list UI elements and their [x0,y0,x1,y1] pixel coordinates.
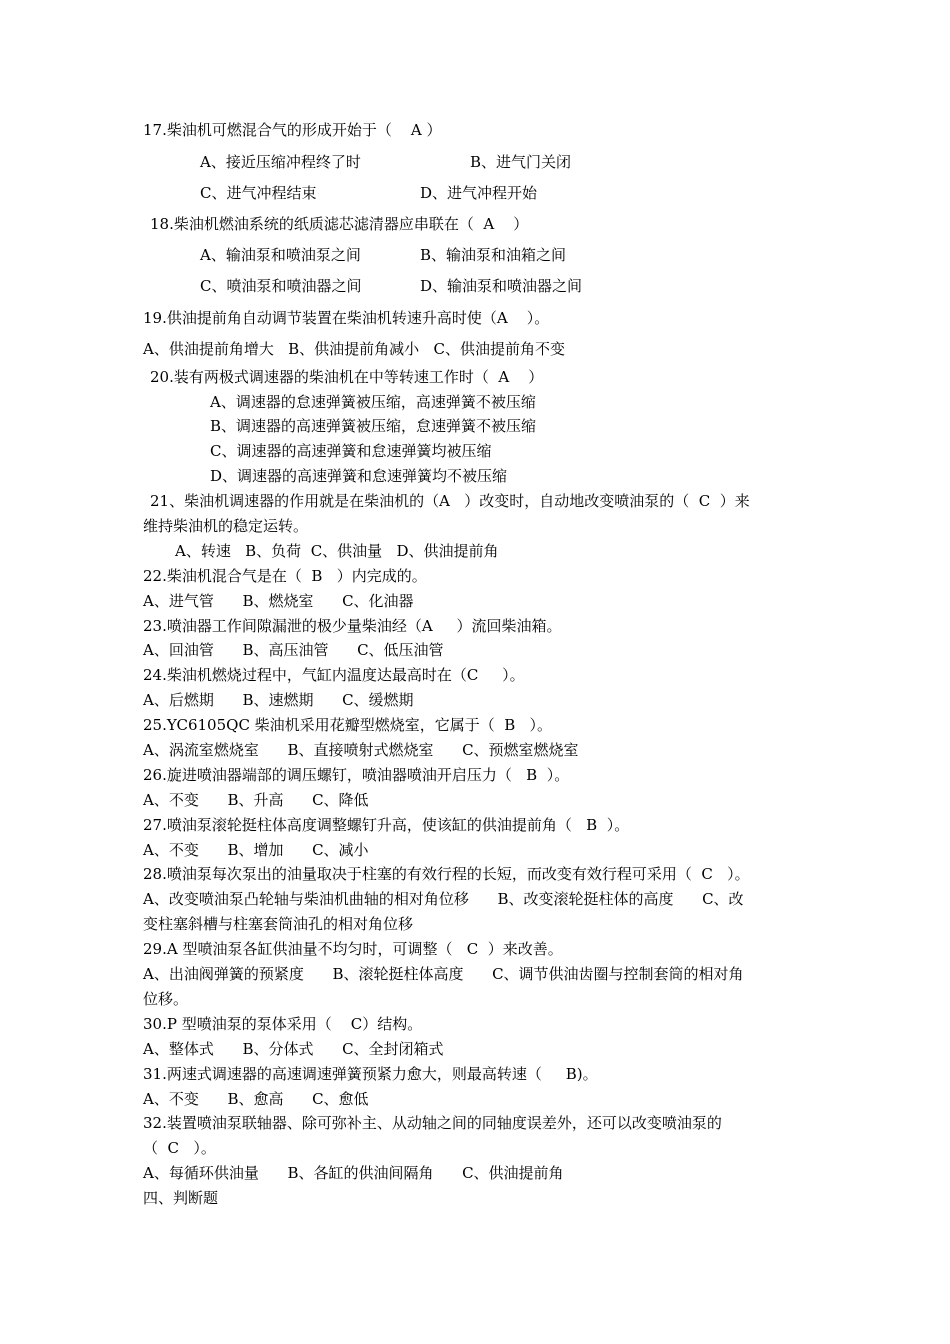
question-18-option-b: B、输油泵和油箱之间 [420,246,567,264]
question-26-stem: 26.旋进喷油器端部的调压螺钉，喷油器喷油开启压力（ B ）。 [143,766,570,784]
question-30-options: A、整体式 B、分体式 C、全封闭箱式 [143,1040,444,1058]
question-21-stem-line-1: 21、柴油机调速器的作用就是在柴油机的（A ）改变时，自动地改变喷油泵的（ C ）来 [150,492,750,510]
question-17-option-d: D、进气冲程开始 [420,184,538,202]
question-27-options: A、不变 B、增加 C、减小 [143,841,369,859]
question-21-stem-line-2: 维持柴油机的稳定运转。 [143,517,309,535]
question-23-options: A、回油管 B、高压油管 C、低压油管 [143,641,444,659]
question-17-option-c: C、进气冲程结束 [200,184,317,202]
question-20-stem: 20.装有两极式调速器的柴油机在中等转速工作时（ A ） [150,368,544,386]
question-27-stem: 27.喷油泵滚轮挺柱体高度调整螺钉升高，使该缸的供油提前角（ B ）。 [143,816,630,834]
question-26-options: A、不变 B、升高 C、降低 [143,791,369,809]
question-25-stem: 25.YC6105QC 柴油机采用花瓣型燃烧室，它属于（ B ）。 [143,716,553,734]
question-29-options-line-2: 位移。 [143,990,189,1008]
question-20-option-c: C、调速器的高速弹簧和怠速弹簧均被压缩 [210,442,492,460]
question-28-stem: 28.喷油泵每次泵出的油量取决于柱塞的有效行程的长短，而改变有效行程可采用（ C ）。 [143,865,750,883]
question-18-option-c: C、喷油泵和喷油器之间 [200,277,362,295]
question-32-stem-line-1: 32.装置喷油泵联轴器、除可弥补主、从动轴之间的同轴度误差外，还可以改变喷油泵的 [143,1114,722,1132]
question-20-option-a: A、调速器的怠速弹簧被压缩，高速弹簧不被压缩 [210,393,536,411]
question-17-stem: 17.柴油机可燃混合气的形成开始于（ A ） [143,121,442,139]
question-31-stem: 31.两速式调速器的高速调速弹簧预紧力愈大，则最高转速（ B)。 [143,1065,598,1083]
question-29-stem: 29.A 型喷油泵各缸供油量不均匀时，可调整（ C ）来改善。 [143,940,563,958]
question-17-option-b: B、进气门关闭 [470,153,572,171]
question-24-options: A、后燃期 B、速燃期 C、缓燃期 [143,691,414,709]
question-23-stem: 23.喷油器工作间隙漏泄的极少量柴油经（A ）流回柴油箱。 [143,617,562,635]
question-31-options: A、不变 B、愈高 C、愈低 [143,1090,369,1108]
question-22-options: A、进气管 B、燃烧室 C、化油器 [143,592,414,610]
question-28-options-line-2: 变柱塞斜槽与柱塞套筒油孔的相对角位移 [143,915,414,933]
question-24-stem: 24.柴油机燃烧过程中，气缸内温度达最高时在（C ）。 [143,666,525,684]
question-21-options: A、转速 B、负荷 C、供油量 D、供油提前角 [175,542,499,560]
section-heading: 四、判断题 [143,1189,219,1207]
question-19-options: A、供油提前角增大 B、供油提前角减小 C、供油提前角不变 [143,340,565,358]
question-22-stem: 22.柴油机混合气是在（ B ）内完成的。 [143,567,427,585]
question-28-options-line-1: A、改变喷油泵凸轮轴与柴油机曲轴的相对角位移 B、改变滚轮挺柱体的高度 C、改 [143,890,744,908]
question-18-option-a: A、输油泵和喷油泵之间 [200,246,361,264]
question-20-option-d: D、调速器的高速弹簧和怠速弹簧均不被压缩 [210,467,508,485]
question-29-options-line-1: A、出油阀弹簧的预紧度 B、滚轮挺柱体高度 C、调节供油齿圈与控制套筒的相对角 [143,965,744,983]
question-18-stem: 18.柴油机燃油系统的纸质滤芯滤清器应串联在（ A ） [150,215,529,233]
question-30-stem: 30.P 型喷油泵的泵体采用（ C）结构。 [143,1015,423,1033]
question-18-option-d: D、输油泵和喷油器之间 [420,277,583,295]
question-17-option-a: A、接近压缩冲程终了时 [200,153,361,171]
question-19-stem: 19.供油提前角自动调节装置在柴油机转速升高时使（A ）。 [143,309,550,327]
question-20-option-b: B、调速器的高速弹簧被压缩，怠速弹簧不被压缩 [210,417,537,435]
question-25-options: A、涡流室燃烧室 B、直接喷射式燃烧室 C、预燃室燃烧室 [143,741,579,759]
question-32-options: A、每循环供油量 B、各缸的供油间隔角 C、供油提前角 [143,1164,564,1182]
question-32-stem-line-2: （ C ）。 [143,1139,216,1157]
